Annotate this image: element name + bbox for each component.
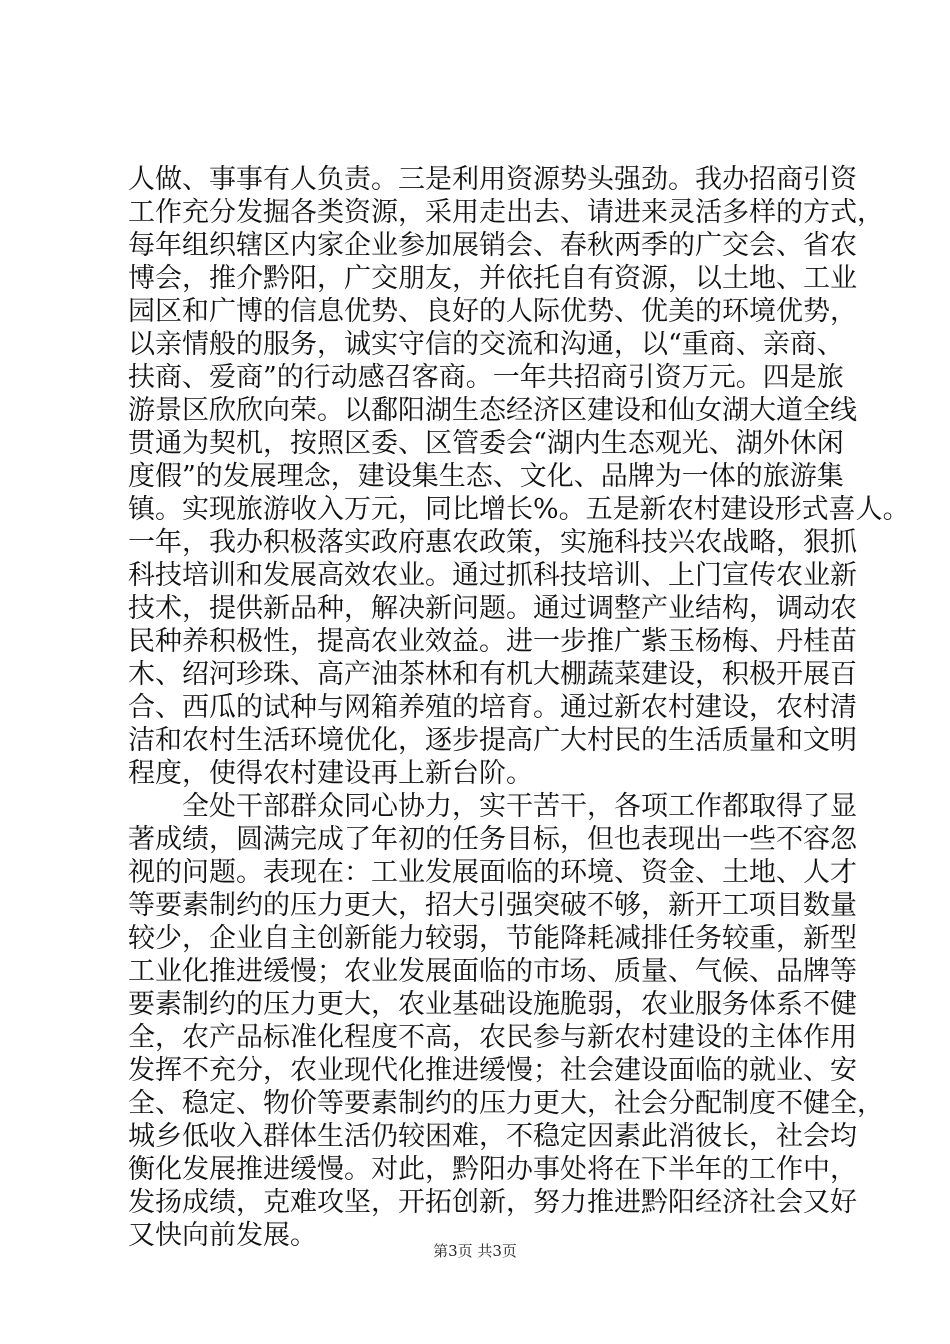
text-line: 贯通为契机，按照区委、区管委会“湖内生态观光、湖外休闲 xyxy=(128,428,844,459)
text-line: 游景区欣欣向荣。以鄱阳湖生态经济区建设和仙女湖大道全线 xyxy=(128,395,857,426)
text-line: 工作充分发掘各类资源，采用走出去、请进来灵活多样的方式， xyxy=(128,197,884,228)
text-line: 技术，提供新品种，解决新问题。通过调整产业结构，调动农 xyxy=(128,593,857,624)
text-line: 度假”的发展理念，建设集生态、文化、品牌为一体的旅游集 xyxy=(128,461,844,492)
text-line: 合、西瓜的试种与网箱养殖的培育。通过新农村建设，农村清 xyxy=(128,692,857,723)
text-line: 发挥不充分，农业现代化推进缓慢；社会建设面临的就业、安 xyxy=(128,1055,857,1086)
text-line: 博会，推介黔阳，广交朋友，并依托自有资源，以土地、工业 xyxy=(128,263,857,294)
paragraph-start-line: 全处干部群众同心协力，实干苦干，各项工作都取得了显 xyxy=(182,791,857,822)
text-line: 每年组织辖区内家企业参加展销会、春秋两季的广交会、省农 xyxy=(128,230,857,261)
text-line: 著成绩，圆满完成了年初的任务目标，但也表现出一些不容忽 xyxy=(128,824,857,855)
text-line: 园区和广博的信息优势、良好的人际优势、优美的环境优势， xyxy=(128,296,857,327)
text-line: 等要素制约的压力更大，招大引强突破不够，新开工项目数量 xyxy=(128,890,857,921)
text-line: 木、绍河珍珠、高产油茶林和有机大棚蔬菜建设，积极开展百 xyxy=(128,659,857,690)
text-line: 较少，企业自主创新能力较弱，节能降耗减排任务较重，新型 xyxy=(128,923,857,954)
text-line: 衡化发展推进缓慢。对此，黔阳办事处将在下半年的工作中， xyxy=(128,1154,857,1185)
text-line: 人做、事事有人负责。三是利用资源势头强劲。我办招商引资 xyxy=(128,164,857,195)
text-line: 视的问题。表现在：工业发展面临的环境、资金、土地、人才 xyxy=(128,857,857,888)
text-line: 民种养积极性，提高农业效益。进一步推广紫玉杨梅、丹桂苗 xyxy=(128,626,857,657)
text-line: 扶商、爱商”的行动感召客商。一年共招商引资万元。四是旅 xyxy=(128,362,844,393)
text-line: 科技培训和发展高效农业。通过抓科技培训、上门宣传农业新 xyxy=(128,560,857,591)
text-line: 工业化推进缓慢；农业发展面临的市场、质量、气候、品牌等 xyxy=(128,956,857,987)
paragraph-end-line: 程度，使得农村建设再上新台阶。 xyxy=(128,758,533,789)
text-line: 发扬成绩，克难攻坚，开拓创新，努力推进黔阳经济社会又好 xyxy=(128,1187,857,1218)
text-line: 一年，我办积极落实政府惠农政策，实施科技兴农战略，狠抓 xyxy=(128,527,857,558)
text-line: 全、稳定、物价等要素制约的压力更大，社会分配制度不健全， xyxy=(128,1088,884,1119)
text-line: 要素制约的压力更大，农业基础设施脆弱，农业服务体系不健 xyxy=(128,989,857,1020)
text-line: 镇。实现旅游收入万元，同比增长%。五是新农村建设形式喜人。 xyxy=(128,494,910,525)
text-line: 城乡低收入群体生活仍较困难，不稳定因素此消彼长，社会均 xyxy=(128,1121,857,1152)
document-body xyxy=(128,163,910,1252)
text-line: 以亲情般的服务，诚实守信的交流和沟通，以“重商、亲商、 xyxy=(128,329,844,360)
text-line: 全，农产品标准化程度不高，农民参与新农村建设的主体作用 xyxy=(128,1022,857,1053)
page-number-footer: 第3页 共3页 xyxy=(433,1242,517,1260)
text-line: 洁和农村生活环境优化，逐步提高广大村民的生活质量和文明 xyxy=(128,725,857,756)
paragraph-end-line: 又快向前发展。 xyxy=(128,1220,317,1251)
